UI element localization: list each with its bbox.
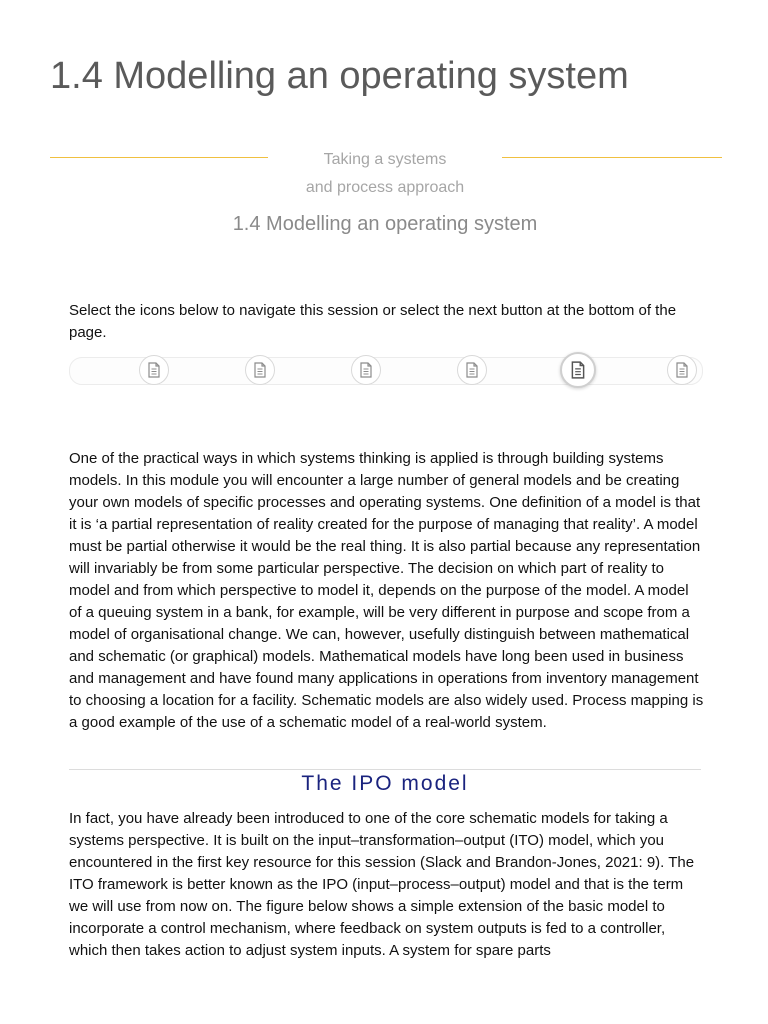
document-icon (570, 361, 586, 379)
ipo-paragraph: In fact, you have already been introduced to one of the core schematic models for taking a systems perspective. It is built on the input–transformation–output (ITO) model, which you encountered in the first key resource for this session (Slack and Brandon-Jones, 2021: 9). The ITO framework is better known as the IPO (input–process–output) model and that is the term we will use from now on. The figure below shows a simple extension of the basic model to incorporate a control mechanism, where feedback on system outputs is fed to a controller, which then takes action to adjust system inputs. A system for spare parts (69, 810, 695, 959)
banner-subtitle: 1.4 Modelling an operating system (232, 213, 538, 235)
ipo-text-block (69, 808, 705, 962)
banner-kicker-line1: Taking a systems (323, 151, 447, 168)
section-heading-ipo-model: The IPO model (301, 772, 469, 795)
intro-text-block (69, 300, 705, 344)
banner-rule-right (502, 157, 722, 158)
session-nav-item-1[interactable] (139, 355, 169, 385)
banner-kicker (268, 146, 502, 202)
banner-kicker-line2: and process approach (305, 179, 465, 196)
document-icon (147, 362, 161, 378)
session-nav-item-4[interactable] (457, 355, 487, 385)
session-nav-item-5-current[interactable] (560, 352, 596, 388)
session-nav-item-6[interactable] (667, 355, 697, 385)
banner-rule-left (50, 157, 268, 158)
session-nav-item-3[interactable] (351, 355, 381, 385)
body-text-block (69, 448, 705, 734)
session-nav-track (69, 357, 703, 385)
body-paragraph: One of the practical ways in which systems thinking is applied is through building systems models. In this module you will encounter a large number of general models and be creating your own models of specific processes and operating systems. One definition of a model is that it is ‘a partial representation of reality created for the purpose of managing that reality’. A model must be partial otherwise it would be the real thing. It is also partial because any representation will invariably be from some particular perspective. The decision on which part of reality to model and from which perspective to model it, depends on the purpose of the model. A model of a queuing system in a bank, for example, will be very different in purpose and scope from a model of organisational change. We can, however, usefully distinguish between mathematical and schematic (or graphical) models. Mathematical models have long been used in business and management and have found many applications in operations from inventory management to choosing a location for a facility. Schematic models are also widely used. Process mapping is a good example of the use of a schematic model of a real-world system. (69, 450, 704, 731)
document-icon (465, 362, 479, 378)
page-title: 1.4 Modelling an operating system (50, 55, 629, 97)
session-nav-item-2[interactable] (245, 355, 275, 385)
document-icon (675, 362, 689, 378)
intro-text: Select the icons below to navigate this session or select the next button at the bottom of the page. (69, 302, 677, 341)
document-icon (253, 362, 267, 378)
document-icon (359, 362, 373, 378)
